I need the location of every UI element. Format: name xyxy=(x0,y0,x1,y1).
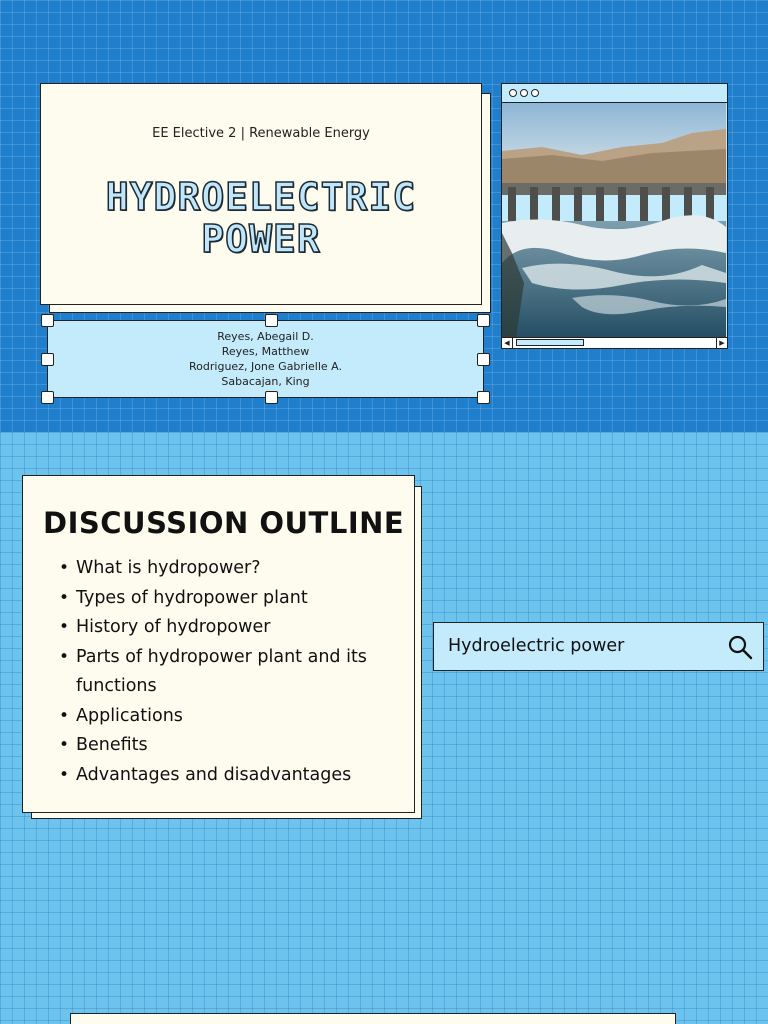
scroll-thumb[interactable] xyxy=(516,339,584,346)
resize-handle-middle-left[interactable] xyxy=(41,353,54,366)
list-item: • Applications xyxy=(59,702,399,732)
dam-spillway-photo xyxy=(502,103,726,338)
title-line-2: POWER xyxy=(201,217,321,261)
search-icon[interactable] xyxy=(727,634,753,660)
author-name: Rodriguez, Jone Gabrielle A. xyxy=(189,360,342,373)
browser-title-bar xyxy=(502,84,727,103)
scroll-left-icon[interactable]: ◀ xyxy=(502,338,513,348)
title-card xyxy=(40,83,482,305)
resize-handle-bottom-right[interactable] xyxy=(477,391,490,404)
browser-window xyxy=(501,83,728,349)
resize-handle-middle-right[interactable] xyxy=(477,353,490,366)
window-dot-icon[interactable] xyxy=(520,89,528,97)
presentation-title xyxy=(41,176,481,260)
dam-illustration xyxy=(502,103,726,338)
resize-handle-top-left[interactable] xyxy=(41,314,54,327)
search-input[interactable]: Hydroelectric power xyxy=(448,636,625,656)
search-bar[interactable] xyxy=(433,622,764,671)
scroll-right-icon[interactable]: ▶ xyxy=(716,338,727,348)
list-item: • Advantages and disadvantages xyxy=(59,761,399,791)
resize-handle-top-right[interactable] xyxy=(477,314,490,327)
list-item: • History of hydropower xyxy=(59,613,399,643)
list-item: • Benefits xyxy=(59,731,399,761)
outline-card xyxy=(22,475,415,813)
title-slide xyxy=(0,0,768,432)
title-line-1: HYDROELECTRIC xyxy=(105,175,417,219)
authors-box[interactable] xyxy=(47,320,484,398)
author-name: Reyes, Matthew xyxy=(221,345,310,358)
outline-heading: DISCUSSION OUTLINE xyxy=(43,506,405,540)
list-item: • Types of hydropower plant xyxy=(59,584,399,614)
horizontal-scrollbar[interactable] xyxy=(502,337,727,348)
presentation-subtitle: EE Elective 2 | Renewable Energy xyxy=(152,126,370,141)
resize-handle-bottom-center[interactable] xyxy=(265,391,278,404)
list-item: • What is hydropower? xyxy=(59,554,399,584)
list-item: • Parts of hydropower plant and its functions xyxy=(59,643,399,702)
resize-handle-bottom-left[interactable] xyxy=(41,391,54,404)
window-dot-icon[interactable] xyxy=(531,89,539,97)
author-name: Reyes, Abegail D. xyxy=(217,330,314,343)
window-dot-icon[interactable] xyxy=(509,89,517,97)
outline-list xyxy=(59,554,399,790)
outline-slide xyxy=(0,432,768,1024)
next-slide-card xyxy=(70,1013,676,1024)
resize-handle-top-center[interactable] xyxy=(265,314,278,327)
author-name: Sabacajan, King xyxy=(221,375,310,388)
